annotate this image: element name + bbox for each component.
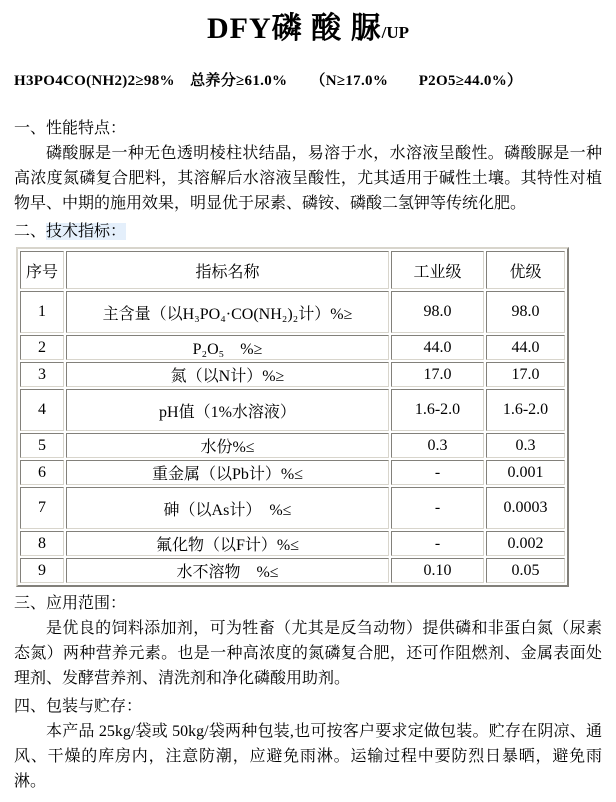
row-no: 3 xyxy=(20,362,64,387)
indicator-name: 水不溶物 %≤ xyxy=(66,558,389,583)
section-number: 三、 xyxy=(14,595,47,612)
industrial-grade-value: 44.0 xyxy=(391,335,484,360)
spec-table xyxy=(16,247,569,587)
industrial-grade-value: 98.0 xyxy=(391,291,484,333)
row-no: 5 xyxy=(20,433,64,458)
row-no: 6 xyxy=(20,460,64,485)
table-header-row xyxy=(20,251,565,289)
indicator-name: 主含量（以H₃PO₄·CO(NH₂)₂计）%≥ xyxy=(66,291,389,333)
formula-line: H3PO4CO(NH2)2≥98% 总养分≥61.0% （N≥17.0% P2O5≥44.0%） xyxy=(14,73,523,89)
section-title: 应用范围： xyxy=(46,595,127,612)
section-heading-application xyxy=(14,591,602,616)
row-no: 2 xyxy=(20,335,64,360)
section-title: 包装与贮存： xyxy=(46,698,143,715)
packaging-paragraph: 本产品 25kg/袋或 50kg/袋两种包装,也可按客户要求定做包装。贮存在阴凉、通风、干燥的库房内，注意防潮，应避免雨淋。运输过程中要防烈日暴晒，避免雨淋。 xyxy=(14,723,602,790)
section-number: 二、 xyxy=(14,223,47,240)
premium-grade-value: 98.0 xyxy=(486,291,565,333)
performance-paragraph: 磷酸脲是一种无色透明棱柱状结晶，易溶于水，水溶液呈酸性。磷酸脲是一种高浓度氮磷复合肥料，其溶解后水溶液呈酸性，尤其适用于碱性土壤。其特性对植物早、中期的施用效果，明显优于尿素、磷铵、磷酸二氢钾等传统化肥。 xyxy=(14,145,602,212)
premium-grade-value: 0.3 xyxy=(486,433,565,458)
indicator-name: P₂O₅ %≥ xyxy=(66,335,389,360)
section-heading-performance xyxy=(14,116,602,141)
table-row xyxy=(20,291,565,333)
section-title: 技术指标： xyxy=(46,223,127,240)
premium-grade-value: 0.001 xyxy=(486,460,565,485)
industrial-grade-value: 17.0 xyxy=(391,362,484,387)
section-number: 四、 xyxy=(14,698,47,715)
table-row xyxy=(20,460,565,485)
row-no: 7 xyxy=(20,487,64,529)
indicator-name: 砷（以As计） %≤ xyxy=(66,487,389,529)
premium-grade-value: 0.0003 xyxy=(486,487,565,529)
table-row xyxy=(20,362,565,387)
page-title xyxy=(14,8,602,54)
table-row xyxy=(20,558,565,583)
table-row xyxy=(20,531,565,556)
section-title: 性能特点： xyxy=(46,120,127,137)
section-heading-packaging xyxy=(14,694,602,719)
product-name-suffix: /UP xyxy=(381,23,410,42)
table-row xyxy=(20,487,565,529)
premium-grade-value: 0.002 xyxy=(486,531,565,556)
table-row xyxy=(20,389,565,431)
table-row xyxy=(20,433,565,458)
col-header-premium: 优级 xyxy=(486,251,565,289)
row-no: 8 xyxy=(20,531,64,556)
indicator-name: 水份%≤ xyxy=(66,433,389,458)
col-header-indicator: 指标名称 xyxy=(66,251,389,289)
premium-grade-value: 44.0 xyxy=(486,335,565,360)
industrial-grade-value: 0.10 xyxy=(391,558,484,583)
product-name: DFY磷 酸 脲 xyxy=(206,12,382,45)
row-no: 4 xyxy=(20,389,64,431)
premium-grade-value: 0.05 xyxy=(486,558,565,583)
industrial-grade-value: 1.6-2.0 xyxy=(391,389,484,431)
industrial-grade-value: 0.3 xyxy=(391,433,484,458)
section-number: 一、 xyxy=(14,120,47,137)
premium-grade-value: 17.0 xyxy=(486,362,565,387)
industrial-grade-value: - xyxy=(391,531,484,556)
indicator-name: 重金属（以Pb计）%≤ xyxy=(66,460,389,485)
industrial-grade-value: - xyxy=(391,487,484,529)
indicator-name: 氟化物（以F计）%≤ xyxy=(66,531,389,556)
table-row xyxy=(20,335,565,360)
premium-grade-value: 1.6-2.0 xyxy=(486,389,565,431)
col-header-industrial: 工业级 xyxy=(391,251,484,289)
indicator-name: 氮（以N计）%≥ xyxy=(66,362,389,387)
col-header-index: 序号 xyxy=(20,251,64,289)
application-paragraph: 是优良的饲料添加剂，可为牲畜（尤其是反刍动物）提供磷和非蛋白氮（尿素态氮）两种营养元素。也是一种高浓度的氮磷复合肥，还可作阻燃剂、金属表面处理剂、发酵营养剂、清洗剂和净化磷酸用助剂。 xyxy=(14,620,602,687)
row-no: 1 xyxy=(20,291,64,333)
industrial-grade-value: - xyxy=(391,460,484,485)
spec-table-body xyxy=(20,251,565,583)
row-no: 9 xyxy=(20,558,64,583)
indicator-name: pH值（1%水溶液） xyxy=(66,389,389,431)
section-heading-specs xyxy=(14,219,602,244)
